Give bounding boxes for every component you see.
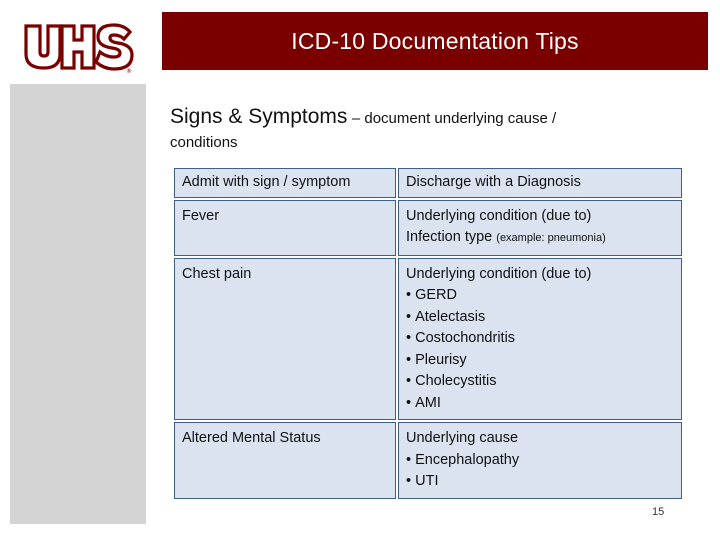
column-header-admit: Admit with sign / symptom (173, 167, 397, 199)
list-item: • UTI (406, 471, 674, 493)
title-bar (162, 12, 708, 70)
example-note: (example: pneumonia) (496, 232, 606, 244)
section-heading (170, 104, 670, 154)
page-number: 15 (652, 506, 665, 518)
section-title: Signs & Symptoms (170, 105, 348, 128)
admit-cell: Chest pain (173, 257, 397, 422)
registered-mark: ® (126, 68, 132, 74)
infection-type-label: Infection type (406, 229, 493, 245)
side-panel (10, 84, 146, 524)
discharge-cell (397, 257, 683, 422)
discharge-line: Underlying condition (due to) (406, 207, 592, 224)
list-item: • Costochondritis (406, 328, 674, 350)
list-item: • Cholecystitis (406, 371, 674, 393)
discharge-line: Underlying condition (due to) (406, 265, 592, 282)
uhs-logo (22, 20, 138, 74)
list-item: • Pleurisy (406, 350, 674, 372)
documentation-table (172, 166, 684, 501)
discharge-extra (406, 227, 674, 250)
admit-cell: Altered Mental Status (173, 421, 397, 500)
section-subtitle: – document underlying cause / (351, 110, 557, 127)
list-item: • Atelectasis (406, 307, 674, 329)
table-header-row (173, 167, 683, 199)
list-item: • GERD (406, 285, 674, 307)
discharge-line: Underlying cause (406, 430, 519, 446)
discharge-cell (397, 199, 683, 257)
table-row (173, 257, 683, 422)
table-row (173, 199, 683, 257)
slide-title: ICD-10 Documentation Tips (291, 27, 579, 54)
diagnosis-list (406, 450, 674, 493)
list-item: • Encephalopathy (406, 450, 674, 472)
diagnosis-list (406, 285, 674, 414)
table-row (173, 421, 683, 500)
section-subtitle-line2: conditions (170, 134, 238, 151)
discharge-cell (397, 421, 683, 500)
column-header-discharge: Discharge with a Diagnosis (397, 167, 683, 199)
admit-cell: Fever (173, 199, 397, 257)
list-item: • AMI (406, 393, 674, 415)
